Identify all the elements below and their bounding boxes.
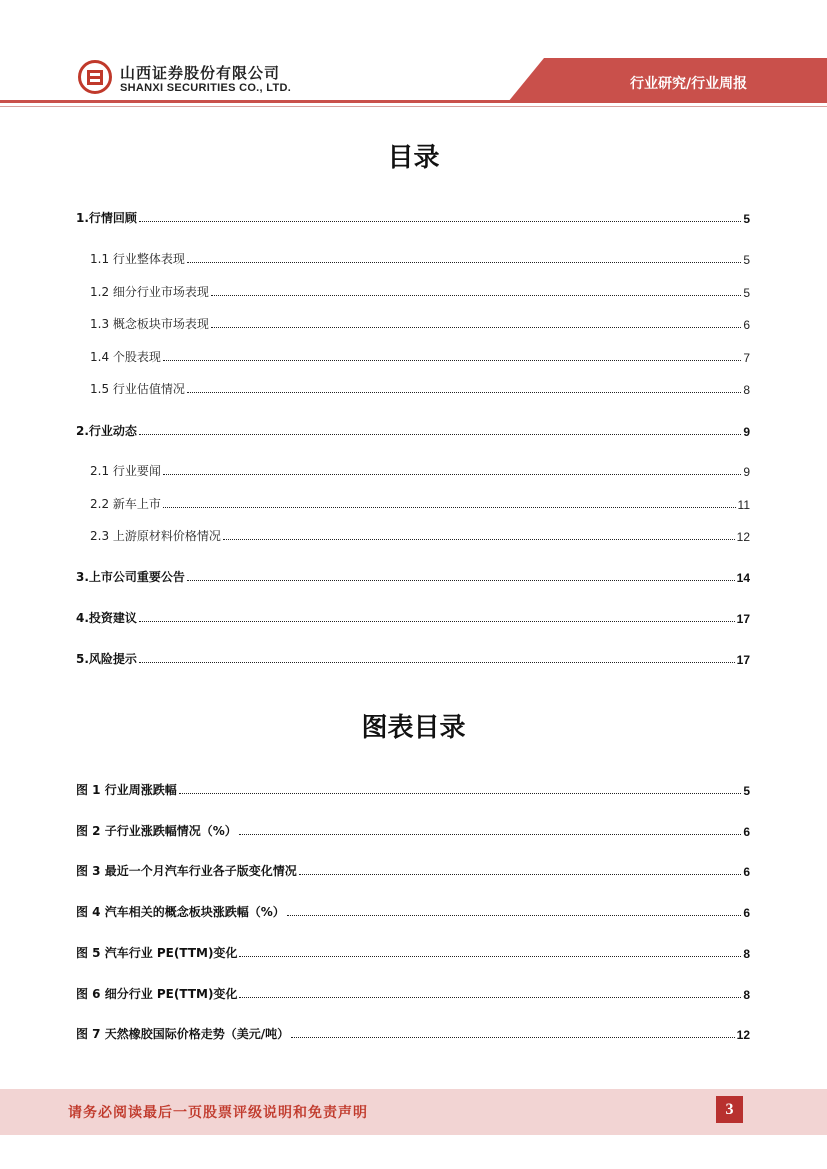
toc-entry-page: 11: [737, 498, 750, 512]
toc-entry[interactable]: [76, 608, 750, 626]
toc-entry-label: 3.上市公司重要公告: [76, 570, 185, 584]
leader-dots: [291, 1037, 735, 1038]
leader-dots: [187, 580, 735, 581]
toc-entry[interactable]: [90, 379, 750, 397]
toc-entry-page: 17: [736, 653, 750, 667]
toc-entry-page: 5: [743, 212, 750, 226]
toc-entry-label: 2.2 新车上市: [90, 497, 161, 511]
disclaimer-notice: 请务必阅读最后一页股票评级说明和免责声明: [68, 1105, 368, 1121]
toc-entry-label: 5.风险提示: [76, 652, 137, 666]
toc-entry-page: 9: [743, 465, 750, 479]
toc-entry-label: 1.3 概念板块市场表现: [90, 317, 209, 331]
toc-entry-page: 5: [743, 253, 750, 267]
figure-entry-label: 图 3 最近一个月汽车行业各子版变化情况: [76, 864, 297, 878]
header-divider-thin: [0, 106, 827, 107]
header-divider: [0, 100, 827, 103]
figure-entry-page: 12: [736, 1028, 750, 1042]
toc-entry[interactable]: [76, 649, 750, 667]
figure-entry[interactable]: [76, 943, 750, 961]
toc-entry[interactable]: [90, 494, 750, 512]
leader-dots: [179, 793, 742, 794]
toc-entry-label: 2.1 行业要闻: [90, 464, 161, 478]
leader-dots: [139, 621, 735, 622]
leader-dots: [239, 956, 741, 957]
figure-entry-label: 图 5 汽车行业 PE(TTM)变化: [76, 946, 238, 960]
toc-entry-page: 14: [736, 571, 750, 585]
toc-entry[interactable]: [90, 249, 750, 267]
toc-entry-page: 5: [743, 286, 750, 300]
figure-entry-page: 6: [743, 825, 750, 839]
figure-entry-page: 8: [743, 947, 750, 961]
leader-dots: [139, 221, 741, 222]
figure-entry-label: 图 2 子行业涨跌幅情况（%）: [76, 824, 237, 838]
leader-dots: [211, 327, 741, 328]
toc-entry-label: 1.2 细分行业市场表现: [90, 285, 209, 299]
toc-entry-label: 1.行情回顾: [76, 211, 137, 225]
toc-entry-page: 12: [736, 530, 750, 544]
leader-dots: [163, 474, 741, 475]
toc-entry[interactable]: [76, 567, 750, 585]
toc-entry-page: 7: [743, 351, 750, 365]
toc-entry[interactable]: [90, 282, 750, 300]
leader-dots: [239, 997, 741, 998]
page-number: 3: [716, 1096, 743, 1123]
figure-entry[interactable]: [76, 902, 750, 920]
company-name-en: SHANXI SECURITIES CO., LTD.: [120, 82, 292, 94]
figure-entry-page: 8: [743, 988, 750, 1002]
leader-dots: [299, 874, 742, 875]
figure-entry[interactable]: [76, 1024, 750, 1042]
figure-entry[interactable]: [76, 821, 750, 839]
leader-dots: [187, 262, 741, 263]
leader-dots: [139, 434, 741, 435]
leader-dots: [211, 295, 741, 296]
toc-entry[interactable]: [90, 461, 750, 479]
leader-dots: [139, 662, 735, 663]
figure-entry-label: 图 1 行业周涨跌幅: [76, 783, 177, 797]
toc-entry-page: 6: [743, 318, 750, 332]
figure-entry[interactable]: [76, 861, 750, 879]
figures-title: 图表目录: [361, 713, 466, 743]
toc-entry-page: 8: [743, 383, 750, 397]
page-header: [0, 0, 827, 104]
leader-dots: [163, 360, 741, 361]
toc-entry-label: 2.行业动态: [76, 424, 137, 438]
toc-entry[interactable]: [90, 347, 750, 365]
company-name-cn: 山西证券股份有限公司: [120, 64, 281, 82]
figure-entry-label: 图 6 细分行业 PE(TTM)变化: [76, 987, 238, 1001]
toc-entry[interactable]: [90, 314, 750, 332]
toc-entry-page: 9: [743, 425, 750, 439]
leader-dots: [223, 539, 735, 540]
figure-entry-label: 图 4 汽车相关的概念板块涨跌幅（%）: [76, 905, 285, 919]
toc-entry-page: 17: [736, 612, 750, 626]
toc-entry[interactable]: [90, 526, 750, 544]
company-logo-icon: [78, 60, 112, 94]
toc-entry-label: 2.3 上游原材料价格情况: [90, 529, 221, 543]
figure-entry-page: 6: [743, 906, 750, 920]
leader-dots: [239, 834, 742, 835]
figure-entry-label: 图 7 天然橡胶国际价格走势（美元/吨）: [76, 1027, 290, 1041]
leader-dots: [163, 507, 736, 508]
toc-entry-label: 1.5 行业估值情况: [90, 382, 185, 396]
figure-entry-page: 6: [743, 865, 750, 879]
figure-entry-page: 5: [743, 784, 750, 798]
leader-dots: [187, 392, 741, 393]
report-type-label: 行业研究/行业周报: [630, 76, 748, 92]
figure-entry[interactable]: [76, 984, 750, 1002]
toc-entry[interactable]: [76, 421, 750, 439]
toc-entry-label: 4.投资建议: [76, 611, 137, 625]
toc-title: 目录: [387, 143, 440, 173]
leader-dots: [287, 915, 742, 916]
toc-entry-label: 1.4 个股表现: [90, 350, 161, 364]
toc-entry[interactable]: [76, 208, 750, 226]
figure-entry[interactable]: [76, 780, 750, 798]
toc-entry-label: 1.1 行业整体表现: [90, 252, 185, 266]
